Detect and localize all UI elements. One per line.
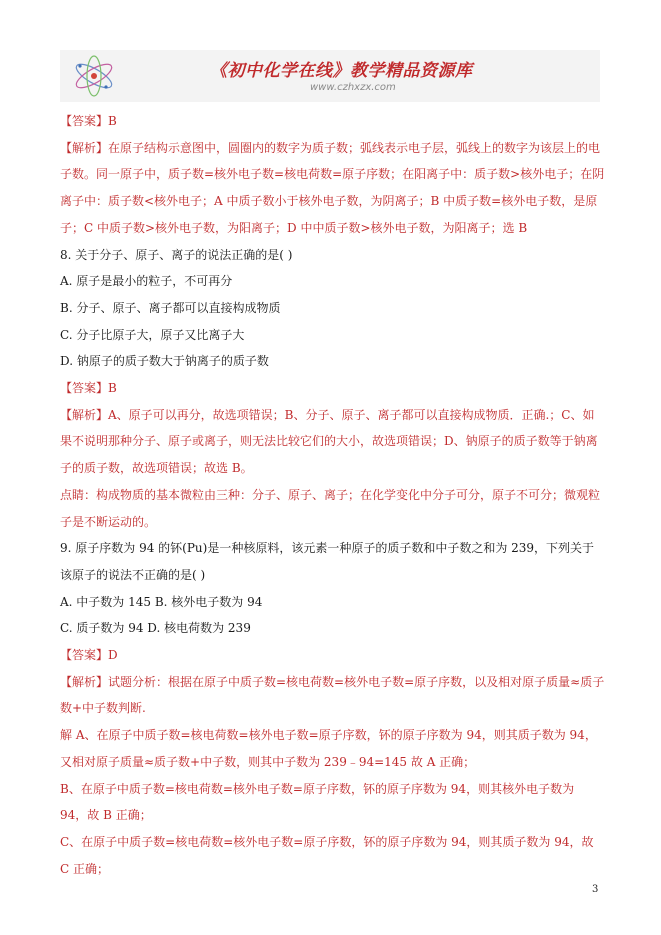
options-9cd: C. 质子数为 94 D. 核电荷数为 239 — [60, 621, 251, 636]
banner-title: 《初中化学在线》教学精品资源库 — [210, 61, 473, 81]
option-8c: C. 分子比原子大，原子又比离子大 — [60, 327, 245, 342]
analysis-7: 【解析】在原子结构示意图中，圆圈内的数字为质子数；弧线表示电子层，弧线上的数字为该层上的电子数。同一原子中，质子数=核外电子数=核电荷数=原子序数；在阳离子中：质子数>核外电子；在阴离子中：质子数<核外电子；A 中质子数小于核外电子数，为阴离子；B 中质子数=核外电子数，是原子；C 中质子数>核外电子数，为阳离子；D 中中质子数>核外电子数，为阳离子；选 B — [60, 140, 605, 235]
option-8b: B. 分子、原子、离子都可以直接构成物质 — [60, 300, 281, 315]
solution-9c: C、在原子中质子数=核电荷数=核外电子数=原子序数，钚的原子序数为 94，则其质子数为 94，故 C 正确； — [60, 834, 594, 876]
question-8: 8. 关于分子、原子、离子的说法正确的是( ) — [60, 247, 293, 262]
document-body — [60, 108, 605, 882]
answer-7: 【答案】B — [60, 114, 117, 128]
answer-9: 【答案】D — [60, 648, 118, 663]
analysis-9: 【解析】试题分析：根据在原子中质子数=核电荷数=核外电子数=原子序数，以及相对原子质量≈质子数+中子数判断. — [60, 674, 605, 716]
page-number: 3 — [592, 884, 599, 895]
note-8: 点睛：构成物质的基本微粒由三种：分子、原子、离子；在化学变化中分子可分，原子不可分；微观粒子是不断运动的。 — [60, 487, 601, 529]
option-8a: A. 原子是最小的粒子，不可再分 — [60, 274, 233, 289]
analysis-8: 【解析】A、原子可以再分，故选项错误；B、分子、原子、离子都可以直接构成物质．正确.；C、如果不说明那种分子、原子或离子，则无法比较它们的大小，故选项错误；D、钠原子的质子数等于钠离子的质子数，故选项错误；故选 B。 — [60, 407, 598, 476]
header-banner — [60, 50, 600, 102]
solution-9a: 解 A、在原子中质子数=核电荷数=核外电子数=原子序数，钚的原子序数为 94，则其质子数为 94，又相对原子质量≈质子数+中子数，则其中子数为 239﹣94=145 故 A 正确； — [60, 728, 597, 769]
options-9ab: A. 中子数为 145 B. 核外电子数为 94 — [60, 594, 263, 609]
banner-url: www.czhxzx.com — [310, 82, 396, 93]
answer-8: 【答案】B — [60, 381, 117, 396]
atom-logo-icon — [66, 54, 122, 98]
question-9: 9. 原子序数为 94 的钚(Pu)是一种核原料，该元素一种原子的质子数和中子数之和为 239，下列关于该原子的说法不正确的是( ) — [60, 541, 595, 582]
solution-9b: B、在原子中质子数=核电荷数=核外电子数=原子序数，钚的原子序数为 94，则其核外电子数为 94，故 B 正确； — [60, 781, 575, 823]
option-8d: D. 钠原子的质子数大于钠离子的质子数 — [60, 354, 269, 369]
